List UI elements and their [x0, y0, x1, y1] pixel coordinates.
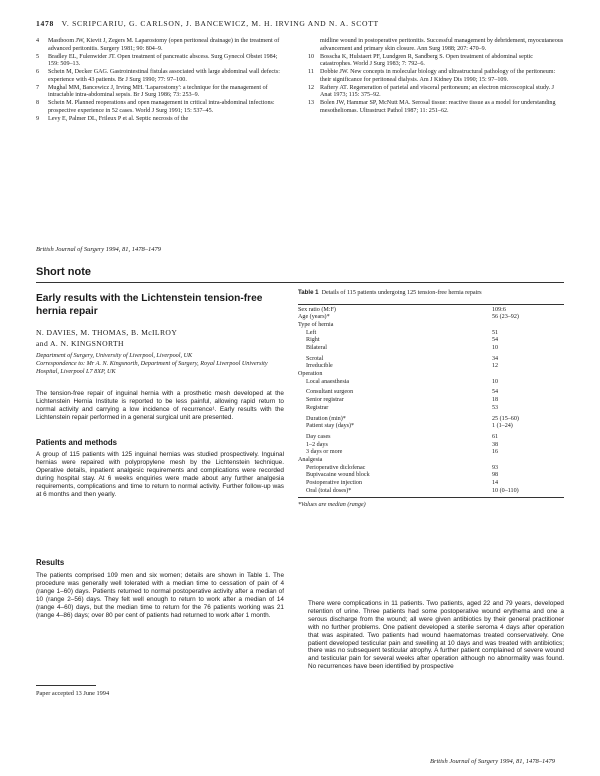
- footnote-divider: [36, 685, 96, 686]
- table-row: [298, 307, 564, 315]
- complications-text: There were complications in 11 patients. Two patients, aged 22 and 79 years, developed retention of urine. Three patients had some postoperative wound erythema and one a serous discharge from the wound; all were given antibiotics by their general practitioner with no further problems. One patient developed a sterile seroma 4 days after operation that was aspirated. Two patients had wound haematomas treated conservatively. One patient developed testicular pain and swelling at 10 days and was treated with antibiotics; there was no subsequent testicular atrophy. A further patient complained of severe wound and testicular pain for several weeks after operation although no abnormality was found. No recurrences have been identified by prospective: [308, 600, 564, 671]
- table-row: [298, 314, 564, 322]
- table-row: [298, 345, 564, 353]
- table-cell-label: Scrotal: [306, 355, 324, 362]
- table-cell-label: Sex ratio (M:F): [298, 306, 336, 313]
- abstract: The tension-free repair of inguinal hernia with a prosthetic mesh developed at the Lichtenstein Hernia Institute is reported to be less painful, allowing rapid return to normal activity and carrying a low incidence of recurrence¹. Early results with the Lichtenstein repair performed in a general surgical unit are presented.: [36, 390, 284, 421]
- reference-item: 7 Mughal MM, Bancewicz J, Irving MH. 'Laparostomy': a technique for the management of intractable intra-abdominal sepsis. Br J Surg 1986; 73: 253–9.: [36, 84, 268, 99]
- reference-item: 12 Raftery AT. Regeneration of parietal and visceral peritoneum; an electron microscopical study. J Anat 1973; 115: 375–92.: [308, 84, 555, 99]
- table-cell-label: Operation: [298, 371, 323, 378]
- authors-line: N. DAVIES, M. THOMAS, B. McILROY: [36, 328, 178, 337]
- table-cell-value: 53: [492, 404, 499, 411]
- table-top-rule: [298, 304, 564, 305]
- table-cell-value: 10 (0–110): [492, 487, 519, 494]
- table-row: [298, 457, 564, 465]
- table-caption-label: Table 1: [298, 289, 319, 296]
- table-cell-value: 10: [492, 345, 499, 352]
- reference-item: 9 Levy E, Palmer DL, Frileux P et al. Septic necrosis of the: [36, 115, 189, 122]
- table-cell-value: 56 (23–92): [492, 314, 519, 321]
- authors-line: and A. N. KINGSNORTH: [36, 339, 124, 348]
- references-right: [308, 38, 564, 116]
- table-cell-label: 1–2 days: [306, 441, 328, 448]
- table-footnote: *Values are median (range): [298, 502, 366, 509]
- table-cell-label: Bupivacaine wound block: [306, 472, 370, 479]
- table-row: [298, 488, 564, 496]
- table-row: [298, 434, 564, 442]
- reference-continuation: midline wound in postoperative peritonitis. Successful management by debridement, myocutaneous advancement and primary skin closure. Ann Surg 1988; 207: 470–9.: [320, 38, 564, 52]
- table-cell-value: 54: [492, 389, 499, 396]
- table-cell-value: 109:6: [492, 306, 506, 313]
- section-divider: [36, 282, 564, 283]
- table-cell-label: Bilateral: [306, 345, 327, 352]
- table-row: [298, 472, 564, 480]
- table-cell-value: [492, 457, 564, 465]
- table-row: [298, 423, 564, 431]
- table-cell-value: 38: [492, 441, 499, 448]
- table-row: [298, 480, 564, 488]
- table-cell-value: 16: [492, 449, 499, 456]
- journal-citation: British Journal of Surgery 1994, 81, 1478–1479: [36, 246, 162, 253]
- table-row: [298, 405, 564, 413]
- table-row: [298, 389, 564, 397]
- table-cell-value: 93: [492, 464, 499, 471]
- table-cell-value: 61: [492, 433, 499, 440]
- table-row: [298, 397, 564, 405]
- short-note-heading: Short note: [36, 266, 91, 278]
- table-cell-label: 3 days or more: [306, 449, 343, 456]
- table-cell-value: [492, 322, 564, 330]
- table-cell-label: Postoperative injection: [306, 480, 363, 487]
- table-row: [298, 449, 564, 457]
- table-row: [298, 337, 564, 345]
- table-cell-label: Perioperative diclofenac: [306, 464, 366, 471]
- table-cell-value: 14: [492, 480, 499, 487]
- table-row: [298, 379, 564, 387]
- article-authors: [36, 327, 286, 349]
- table-row: [298, 363, 564, 371]
- table-cell-value: 1 (1–24): [492, 423, 513, 430]
- table-row: [298, 442, 564, 450]
- affiliation-department: Department of Surgery, University of Liverpool, Liverpool, UK: [36, 352, 193, 359]
- table-cell-label: Analgesia: [298, 456, 323, 463]
- table-cell-label: Left: [306, 329, 317, 336]
- reference-item: 8 Schein M. Planned reoperations and open management in critical intra-abdominal infections: prospective experience in 52 cases. World J Surg 1991; 15: 537–45.: [36, 100, 275, 114]
- table-cell-value: 34: [492, 355, 499, 362]
- table-cell-label: Patient stay (days)*: [306, 423, 355, 430]
- table-row: [298, 330, 564, 338]
- table-bottom-rule: [298, 497, 564, 498]
- table-cell-value: 25 (15–60): [492, 415, 519, 422]
- patients-methods-text: A group of 115 patients with 125 inguinal hernias was studied prospectively. Inguinal hernias were repaired with polypropylene mesh by the Lichtenstein technique. Operative details, inpatient analgesic requirements and complications were recorded during hospital stay. At 6 weeks enquiries were made about any further analgesia requirements, complications and time to return to normal activity. Further follow-up was at 6 months and then yearly.: [36, 451, 284, 498]
- table-cell-value: 54: [492, 337, 499, 344]
- table-row: [298, 322, 564, 330]
- table-cell-value: 10: [492, 378, 499, 385]
- reference-item: 5 Bradley EL, Fulenwider JT. Open treatment of pancreatic abscess. Surg Gynecol Obstet 1984; 159: 509–13.: [36, 53, 278, 68]
- table-cell-label: Consultant surgeon: [306, 389, 354, 396]
- table-cell-label: Age (years)*: [298, 314, 330, 321]
- table-row: [298, 356, 564, 364]
- table-cell-label: Registrar: [306, 404, 329, 411]
- page-number: 1478: [36, 19, 54, 28]
- table-row: [298, 465, 564, 473]
- table-cell-label: Day cases: [306, 433, 331, 440]
- table-cell-label: Right: [306, 337, 320, 344]
- affiliation-correspondence: Correspondence to: Mr A. N. Kingsnorth, Department of Surgery, Royal Liverpool University Hospital, Liverpool L7 8XP, UK: [36, 360, 268, 375]
- section-heading-patients: Patients and methods: [36, 438, 118, 447]
- accepted-date: Paper accepted 13 June 1994: [36, 690, 110, 697]
- table-cell-label: Senior registrar: [306, 397, 344, 404]
- table-1: [298, 289, 564, 508]
- table-cell-label: Type of hernia: [298, 321, 334, 328]
- results-text: The patients comprised 109 men and six women; details are shown in Table 1. The procedure was generally well tolerated with a median time to cessation of pain of 4 (range 1–60) days. Patients returned to normal postoperative activity after a median of 10 (range 2–56) days. They felt well enough to return to work after a median of 14 (range 4–60) days, but the median time to return for the 76 patients working was 21 (range 4–86) days; over 80 per cent of patients had returned to work after 1 month.: [36, 572, 284, 619]
- affiliation: [36, 352, 286, 376]
- article-title: Early results with the Lichtenstein tension-free hernia repair: [36, 293, 263, 317]
- table-row: [298, 371, 564, 379]
- table-caption-text: Details of 115 patients undergoing 125 tension-free hernia repairs: [321, 290, 482, 296]
- references-left: [36, 38, 288, 124]
- table-cell-value: 51: [492, 329, 499, 336]
- reference-item: 4 Mastboom JW, Kievit J, Zegers M. Laparostomy (open peritoneal drainage) in the treatment of advanced peritonitis. Surgery 1981; 90: 804–9.: [36, 38, 280, 52]
- reference-item: 13 Bolen JW, Hammar SP, McNutt MA. Serosal tissue: reactive tissue as a model for understanding mesotheliomas. Ultrastruct Pathol 1987; 11: 251–62.: [308, 100, 556, 114]
- table-cell-value: 12: [492, 363, 499, 370]
- table-caption: [298, 289, 564, 298]
- table-cell-label: Irreducible: [306, 363, 333, 370]
- running-header: [36, 19, 566, 28]
- reference-item: 10 Bosscha K, Hulstaert PF, Lundgren R, Sandberg S. Open treatment of abdominal septic catastrophes. World J Surg 1983; 7: 792–6.: [308, 53, 533, 68]
- table-cell-value: 18: [492, 397, 499, 404]
- table-cell-value: [492, 371, 564, 379]
- table-body: [298, 307, 564, 496]
- reference-item: 6 Schein M, Decker GAG. Gastrointestinal fistulas associated with large abdominal wall defects: experience with 43 patients. Br J Surg 1990; 77: 97–100.: [36, 69, 280, 83]
- section-heading-results: Results: [36, 558, 65, 567]
- footer-citation: British Journal of Surgery 1994, 81, 1478–1479: [430, 758, 556, 765]
- table-cell-label: Local anaesthesia: [306, 378, 350, 385]
- table-cell-label: Oral (total doses)*: [306, 487, 352, 494]
- table-cell-value: 98: [492, 472, 499, 479]
- reference-item: 11 Dobbie JW. New concepts in molecular biology and ultrastructural pathology of the peritoneum: their significance for peritoneal dialysis. Am J Kidney Dis 1990; 15: 97–109.: [308, 69, 556, 83]
- table-cell-label: Duration (min)*: [306, 415, 346, 422]
- running-authors: V. SCRIPCARIU, G. CARLSON, J. BANCEWICZ, M. H. IRVING AND N. A. SCOTT: [61, 19, 379, 28]
